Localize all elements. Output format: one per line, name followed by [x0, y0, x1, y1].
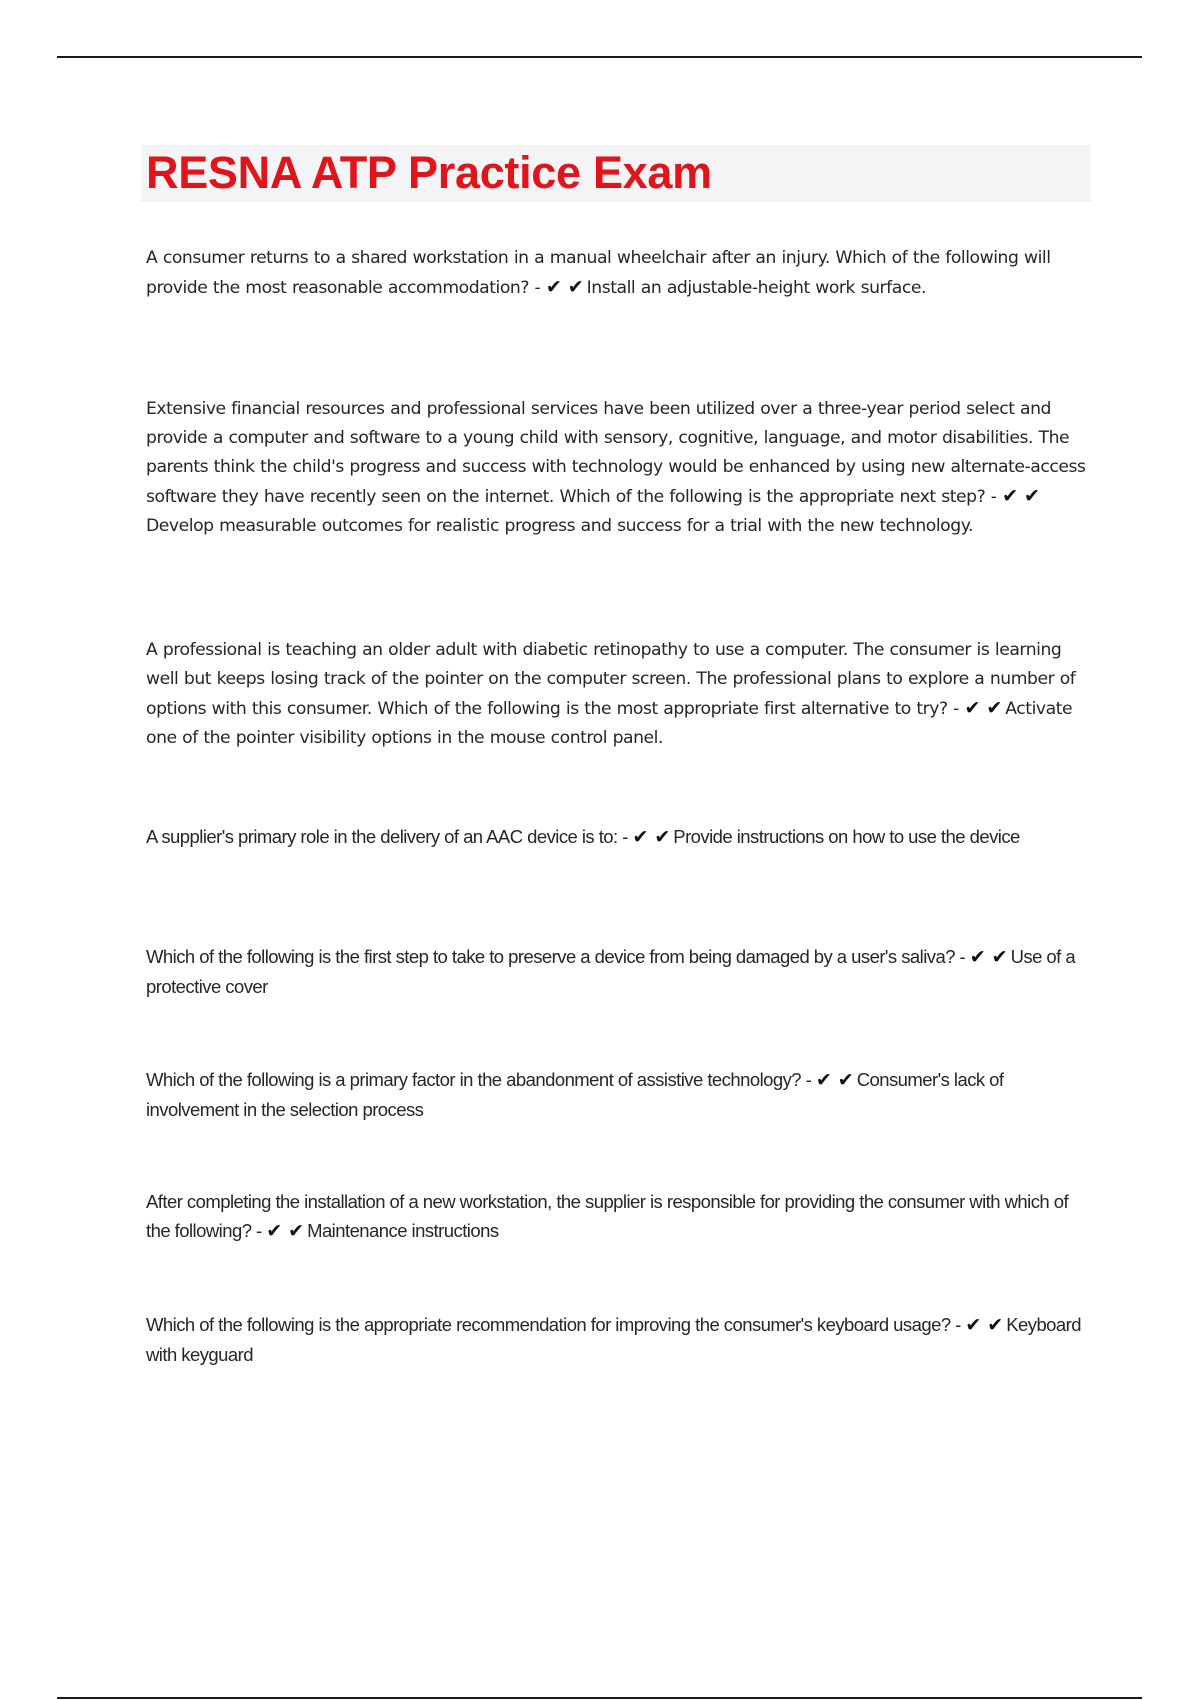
answer-text: Consumer's lack of involvement in the selection process: [146, 1069, 1004, 1120]
separator: -: [801, 1069, 816, 1090]
top-divider: [57, 56, 1142, 58]
double-checkmark-icon: ✔✔: [632, 826, 677, 848]
answer-text: Activate one of the pointer visibility options in the mouse control panel.: [146, 699, 1073, 748]
answer-text: Use of a protective cover: [146, 946, 1076, 997]
qa-item: [146, 1310, 1096, 1369]
qa-item: [146, 1187, 1096, 1246]
answer-text: Develop measurable outcomes for realistic progress and success for a trial with the new technology.: [146, 516, 973, 536]
question-text: A consumer returns to a shared workstation in a manual wheelchair after an injury. Which of the following will provide the most reasonable accommodation?: [146, 248, 1051, 298]
answer-text: Install an adjustable-height work surface.: [586, 278, 926, 298]
separator: -: [985, 487, 1003, 507]
separator: -: [529, 278, 546, 298]
separator: -: [947, 699, 965, 719]
qa-item: [146, 822, 1096, 852]
answer-text: Maintenance instructions: [307, 1220, 499, 1241]
double-checkmark-icon: ✔✔: [266, 1220, 311, 1242]
page-title: RESNA ATP Practice Exam: [146, 147, 712, 198]
qa-item: [146, 942, 1096, 1001]
double-checkmark-icon: ✔✔: [969, 946, 1014, 968]
separator: -: [950, 1314, 966, 1335]
question-text: A supplier's primary role in the delivery of an AAC device is to:: [146, 826, 618, 847]
question-text: Extensive financial resources and professional services have been utilized over a three-year period select and provide a computer and software to a young child with sensory, cognitive, language, and motor disabilities. The parents think the child's progress and success with technology would be enhanced by using new alternate-access software they have recently seen on the internet. Which of the following is the appropriate next step?: [146, 399, 1086, 507]
double-checkmark-icon: ✔✔: [964, 697, 1009, 719]
separator: -: [954, 946, 970, 967]
double-checkmark-icon: ✔✔: [965, 1314, 1010, 1336]
separator: -: [617, 826, 633, 847]
answer-text: Keyboard with keyguard: [146, 1314, 1082, 1365]
answer-text: Provide instructions on how to use the device: [673, 826, 1020, 847]
qa-item: [146, 1065, 1096, 1124]
question-text: Which of the following is the first step to take to preserve a device from being damaged by a user's saliva?: [146, 946, 955, 967]
qa-item: [146, 636, 1096, 753]
question-text: After completing the installation of a new workstation, the supplier is responsible for providing the consumer with which of the following?: [146, 1191, 1069, 1241]
bottom-divider: [57, 1697, 1142, 1699]
double-checkmark-icon: ✔✔: [815, 1069, 860, 1091]
question-text: A professional is teaching an older adult with diabetic retinopathy to use a computer. The consumer is learning well but keeps losing track of the pointer on the computer screen. The professional plans to explore a number of options with this consumer. Which of the following is the most appropriate first alternative to try?: [146, 640, 1076, 719]
double-checkmark-icon: ✔✔: [545, 276, 590, 298]
double-checkmark-icon: ✔✔: [1002, 485, 1046, 507]
question-text: Which of the following is a primary factor in the abandonment of assistive technology?: [146, 1069, 802, 1090]
question-text: Which of the following is the appropriate recommendation for improving the consumer's keyboard usage?: [146, 1314, 951, 1335]
separator: -: [251, 1220, 267, 1241]
qa-item: [146, 395, 1096, 541]
qa-item: [146, 244, 1096, 303]
